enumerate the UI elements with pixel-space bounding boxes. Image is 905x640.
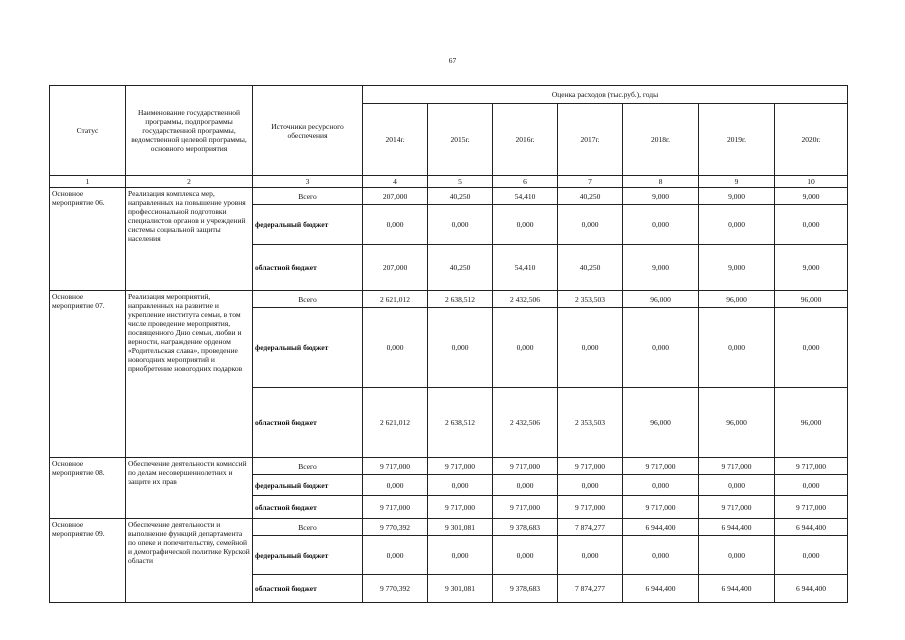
header-year: 2015г.: [428, 104, 493, 176]
header-year: 2020г.: [775, 104, 848, 176]
row-value: 0,000: [775, 205, 848, 245]
header-cost: Оценка расходов (тыс.руб.), годы: [363, 86, 848, 104]
row-value: 40,250: [428, 245, 493, 291]
row-value: 0,000: [428, 536, 493, 575]
row-value: 2 638,512: [428, 388, 493, 458]
row-value: 96,000: [699, 291, 775, 308]
column-number: 2: [126, 176, 253, 188]
row-value: 2 353,503: [558, 291, 623, 308]
table-row: [50, 188, 848, 205]
row-value: 9 770,392: [363, 575, 428, 603]
row-value: 7 874,277: [558, 575, 623, 603]
row-source: федеральный бюджет: [253, 536, 363, 575]
column-number: 3: [253, 176, 363, 188]
row-value: 40,250: [428, 188, 493, 205]
row-value: 9 301,081: [428, 575, 493, 603]
row-value: 0,000: [493, 308, 558, 388]
row-value: 96,000: [699, 388, 775, 458]
row-value: 9 717,000: [363, 496, 428, 519]
page-number: 67: [448, 56, 457, 65]
row-value: 0,000: [558, 475, 623, 496]
row-value: 9 717,000: [623, 496, 699, 519]
row-value: 9,000: [623, 188, 699, 205]
row-status: Основное мероприятие 07.: [50, 291, 126, 458]
row-value: 0,000: [493, 205, 558, 245]
row-value: 9 717,000: [428, 496, 493, 519]
row-value: 9 717,000: [775, 458, 848, 475]
row-value: 9 717,000: [558, 496, 623, 519]
row-value: 0,000: [623, 475, 699, 496]
row-value: 0,000: [428, 475, 493, 496]
row-value: 40,250: [558, 245, 623, 291]
row-value: 40,250: [558, 188, 623, 205]
row-value: 0,000: [623, 205, 699, 245]
row-value: 6 944,400: [775, 575, 848, 603]
row-name: Обеспечение деятельности комиссий по делам несовершеннолетних и защите их прав: [126, 458, 253, 519]
column-number: 8: [623, 176, 699, 188]
row-value: 9,000: [699, 188, 775, 205]
column-number: 4: [363, 176, 428, 188]
row-name: Реализация комплекса мер, направленных на повышение уровня профессиональной подготовки специалистов органов и учреждений системы социальной защиты населения: [126, 188, 253, 291]
row-value: 96,000: [623, 388, 699, 458]
row-value: 9 378,683: [493, 575, 558, 603]
row-value: 0,000: [623, 536, 699, 575]
header-year: 2017г.: [558, 104, 623, 176]
row-source: областной бюджет: [253, 388, 363, 458]
header-year: 2016г.: [493, 104, 558, 176]
row-status: Основное мероприятие 09.: [50, 519, 126, 603]
row-value: 0,000: [363, 536, 428, 575]
row-value: 9 717,000: [623, 458, 699, 475]
row-value: 0,000: [493, 536, 558, 575]
column-number: 9: [699, 176, 775, 188]
row-value: 9,000: [623, 245, 699, 291]
row-value: 9 717,000: [558, 458, 623, 475]
row-source: федеральный бюджет: [253, 475, 363, 496]
header-year: 2019г.: [699, 104, 775, 176]
row-value: 2 621,012: [363, 291, 428, 308]
row-value: 0,000: [428, 205, 493, 245]
row-value: 0,000: [699, 308, 775, 388]
column-number: 7: [558, 176, 623, 188]
row-value: 0,000: [775, 536, 848, 575]
row-value: 96,000: [775, 291, 848, 308]
row-name: Реализация мероприятий, направленных на развитие и укрепление института семьи, в том числе проведение мероприятия, посвященного Дню семьи, любви и верности, награждение орденом «Родительская слава», проведение новогодних мероприятий и приобретение новогодних подарков: [126, 291, 253, 458]
row-value: 0,000: [623, 308, 699, 388]
row-source: областной бюджет: [253, 245, 363, 291]
row-value: 9 717,000: [363, 458, 428, 475]
row-value: 6 944,400: [623, 519, 699, 536]
row-source: областной бюджет: [253, 496, 363, 519]
column-number-row: [50, 176, 848, 188]
row-source: Всего: [253, 188, 363, 205]
row-value: 0,000: [493, 475, 558, 496]
row-value: 9,000: [775, 188, 848, 205]
header-name: Наименование государственной программы, подпрограммы государственной программы, ведомственной целевой программы, основного мероприятия: [126, 86, 253, 176]
row-value: 9,000: [699, 245, 775, 291]
header-status: Статус: [50, 86, 126, 176]
table-row: [50, 458, 848, 475]
header-year: 2018г.: [623, 104, 699, 176]
row-value: 9 717,000: [775, 496, 848, 519]
row-name: Обеспечение деятельности и выполнение функций департамента по опеке и попечительству, семейной и демографической политике Курской области: [126, 519, 253, 603]
row-source: областной бюджет: [253, 575, 363, 603]
row-value: 96,000: [623, 291, 699, 308]
row-value: 9 717,000: [699, 458, 775, 475]
row-value: 0,000: [428, 308, 493, 388]
row-value: 0,000: [775, 308, 848, 388]
row-value: 2 638,512: [428, 291, 493, 308]
row-value: 7 874,277: [558, 519, 623, 536]
row-value: 2 621,012: [363, 388, 428, 458]
row-value: 0,000: [558, 205, 623, 245]
table-row: [50, 519, 848, 536]
row-value: 0,000: [699, 536, 775, 575]
row-value: 0,000: [558, 536, 623, 575]
row-value: 207,000: [363, 188, 428, 205]
table-row: [50, 291, 848, 308]
row-value: 9 717,000: [493, 496, 558, 519]
row-value: 0,000: [363, 475, 428, 496]
row-source: Всего: [253, 291, 363, 308]
row-value: 6 944,400: [623, 575, 699, 603]
row-value: 6 944,400: [699, 519, 775, 536]
row-value: 2 353,503: [558, 388, 623, 458]
row-value: 9 717,000: [428, 458, 493, 475]
row-value: 207,000: [363, 245, 428, 291]
row-source: Всего: [253, 458, 363, 475]
row-value: 9 717,000: [493, 458, 558, 475]
column-number: 6: [493, 176, 558, 188]
row-source: федеральный бюджет: [253, 308, 363, 388]
row-source: Всего: [253, 519, 363, 536]
row-value: 0,000: [363, 308, 428, 388]
row-value: 9,000: [775, 245, 848, 291]
row-value: 2 432,506: [493, 291, 558, 308]
row-value: 54,410: [493, 245, 558, 291]
column-number: 10: [775, 176, 848, 188]
row-value: 6 944,400: [699, 575, 775, 603]
row-value: 6 944,400: [775, 519, 848, 536]
row-value: 9 378,683: [493, 519, 558, 536]
row-value: 0,000: [363, 205, 428, 245]
column-number: 5: [428, 176, 493, 188]
row-status: Основное мероприятие 08.: [50, 458, 126, 519]
row-value: 9 770,392: [363, 519, 428, 536]
row-value: 96,000: [775, 388, 848, 458]
row-value: 0,000: [558, 308, 623, 388]
row-value: 9 301,081: [428, 519, 493, 536]
row-value: 54,410: [493, 188, 558, 205]
row-value: 9 717,000: [699, 496, 775, 519]
row-status: Основное мероприятие 06.: [50, 188, 126, 291]
row-value: 0,000: [699, 205, 775, 245]
row-source: федеральный бюджет: [253, 205, 363, 245]
row-value: 0,000: [775, 475, 848, 496]
header-sources: Источники ресурсного обеспечения: [253, 86, 363, 176]
expenditure-table: [49, 85, 848, 603]
column-number: 1: [50, 176, 126, 188]
row-value: 2 432,506: [493, 388, 558, 458]
header-year: 2014г.: [363, 104, 428, 176]
row-value: 0,000: [699, 475, 775, 496]
